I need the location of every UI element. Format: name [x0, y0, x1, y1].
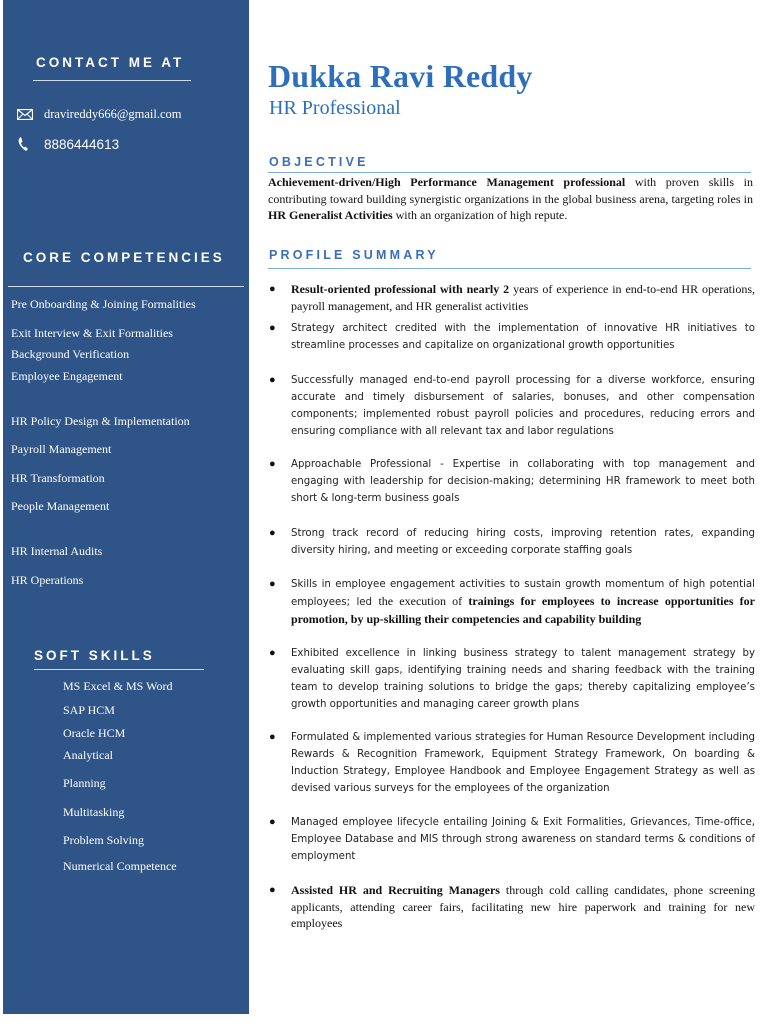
contact-heading: CONTACT ME AT — [36, 55, 185, 70]
competency-item: Pre Onboarding & Joining Formalities — [11, 297, 196, 311]
bullet-text: through cold calling candidates, phone screening applicants, attending career fairs, facilitating new hire paperwork and training for new employees — [291, 883, 755, 930]
bullet-text: Managed employee lifecycle entailing Joining & Exit Formalities, Grievances, Time-office, Employee Database and MIS through strong awareness on standard terms & conditions of employment — [291, 817, 755, 862]
objective-bold-2: HR Generalist Activities — [268, 208, 393, 222]
bullet-icon: ● — [269, 322, 276, 334]
soft-skill-item: Problem Solving — [63, 833, 145, 847]
email-row[interactable] — [17, 107, 182, 122]
envelope-icon — [17, 109, 37, 120]
bullet-icon: ● — [269, 374, 276, 386]
competency-item: HR Internal Audits — [11, 544, 103, 558]
soft-skill-item: Multitasking — [63, 805, 125, 819]
bullet-text: years of experience in end-to-end HR operations, payroll management, and HR generalist activities — [291, 282, 755, 313]
summary-bullet — [268, 729, 755, 797]
bullet-bold: Result-oriented professional with nearly 2 — [291, 282, 510, 296]
bullet-bold: trainings for employees — [468, 594, 595, 608]
bullet-icon: ● — [269, 578, 276, 590]
summary-bullet — [268, 372, 755, 440]
bullet-text: Successfully managed end-to-end payroll processing for a diverse workforce, ensuring accurate and timely disbursement of salaries, bonuses, and other compensation components; implemented robust payroll policies and procedures, reducing errors and ensuring compliance with all relevant tax and labor regulations — [291, 375, 755, 437]
profile-summary-rule — [268, 268, 751, 269]
bullet-text-serif: to increase opportunities for promotion, by up-skilling their competencies and capability building — [291, 594, 756, 626]
bullet-icon: ● — [269, 527, 276, 539]
summary-bullet — [268, 281, 755, 314]
summary-bullet — [268, 576, 755, 629]
competency-item: Employee Engagement — [11, 369, 123, 383]
competency-item: HR Transformation — [11, 471, 105, 485]
profile-summary-heading: PROFILE SUMMARY — [269, 248, 439, 262]
competency-item: Background Verification — [11, 347, 130, 361]
summary-bullet — [268, 525, 755, 559]
phone-row[interactable] — [17, 136, 119, 152]
bullet-icon: ● — [269, 816, 276, 828]
bullet-icon: ● — [269, 647, 276, 659]
soft-skill-item: MS Excel & MS Word — [63, 679, 173, 693]
phone-icon — [17, 136, 37, 152]
objective-heading: OBJECTIVE — [269, 155, 369, 169]
objective-bold-1: Achievement-driven/High Performance Management professional — [268, 175, 626, 189]
summary-bullet — [268, 456, 755, 507]
bullet-icon: ● — [269, 458, 276, 470]
summary-bullet — [268, 645, 755, 713]
competencies-rule — [8, 286, 244, 287]
bullet-text: Exhibited excellence in linking business strategy to talent management strategy by evaluating skill gaps, identifying training needs and sharing feedback with the training team to develop training solutions to bridge the gaps; thereby capitalizing employee’s growth opportunities and managing career growth plans — [291, 648, 755, 710]
bullet-icon: ● — [269, 731, 276, 743]
candidate-title: HR Professional — [269, 97, 401, 119]
soft-skill-item: Planning — [63, 776, 106, 790]
phone-text[interactable]: 8886444613 — [44, 136, 120, 152]
objective-text-1: with proven skills in contributing toward building synergistic organizations in the global business arena, targeting roles in — [268, 175, 753, 206]
competency-item: HR Policy Design & Implementation — [11, 414, 190, 428]
soft-skill-item: Oracle HCM — [63, 726, 126, 740]
bullet-icon: ● — [269, 283, 276, 295]
soft-skill-item: Numerical Competence — [63, 859, 177, 873]
competency-item: HR Operations — [11, 573, 84, 587]
contact-rule — [33, 80, 191, 81]
bullet-text: Skills in employee engagement activities to sustain growth momentum of high potential employees; led — [291, 579, 755, 608]
summary-bullet — [268, 320, 755, 354]
summary-bullet — [268, 814, 755, 865]
bullet-text: Strategy architect credited with the implementation of innovative HR initiatives to streamline processes and capitalize on organizational growth opportunities — [291, 323, 755, 351]
bullet-text: Formulated & implemented various strategies for Human Resource Development including Rewards & Recognition Framework, Equipment Strategy Framework, On boarding & Induction Strategy, Employee Handbook and Employee Engagement Strategy as well as devised various surveys for the employees of the organization — [291, 732, 755, 794]
soft-skills-heading: SOFT SKILLS — [34, 648, 155, 663]
competencies-heading: CORE COMPETENCIES — [23, 250, 225, 265]
bullet-text: Approachable Professional - Expertise in collaborating with top management and engaging with leadership for decision-making; determining HR framework to meet both short & long-term business goals — [291, 459, 755, 504]
objective-rule — [268, 172, 751, 173]
soft-skill-item: Analytical — [63, 748, 113, 762]
bullet-bold: Assisted HR and Recruiting Managers — [291, 883, 500, 897]
competency-item: Payroll Management — [11, 442, 112, 456]
bullet-text: Strong track record of reducing hiring costs, improving retention rates, expanding diversity hiring, and meeting or exceeding corporate staffing goals — [291, 528, 755, 556]
summary-bullet — [268, 882, 755, 932]
objective-text — [268, 174, 753, 224]
soft-skill-item: SAP HCM — [63, 703, 115, 717]
bullet-text-serif: the execution of — [378, 594, 469, 608]
candidate-name: Dukka Ravi Reddy — [268, 58, 533, 94]
email-text[interactable]: dravireddy666@gmail.com — [44, 107, 182, 121]
objective-text-2: with an organization of high repute. — [392, 208, 568, 222]
competency-item: People Management — [11, 499, 110, 513]
bullet-icon: ● — [269, 884, 276, 896]
competency-item: Exit Interview & Exit Formalities — [11, 326, 173, 340]
soft-skills-rule — [34, 669, 204, 670]
sidebar — [3, 0, 249, 1014]
